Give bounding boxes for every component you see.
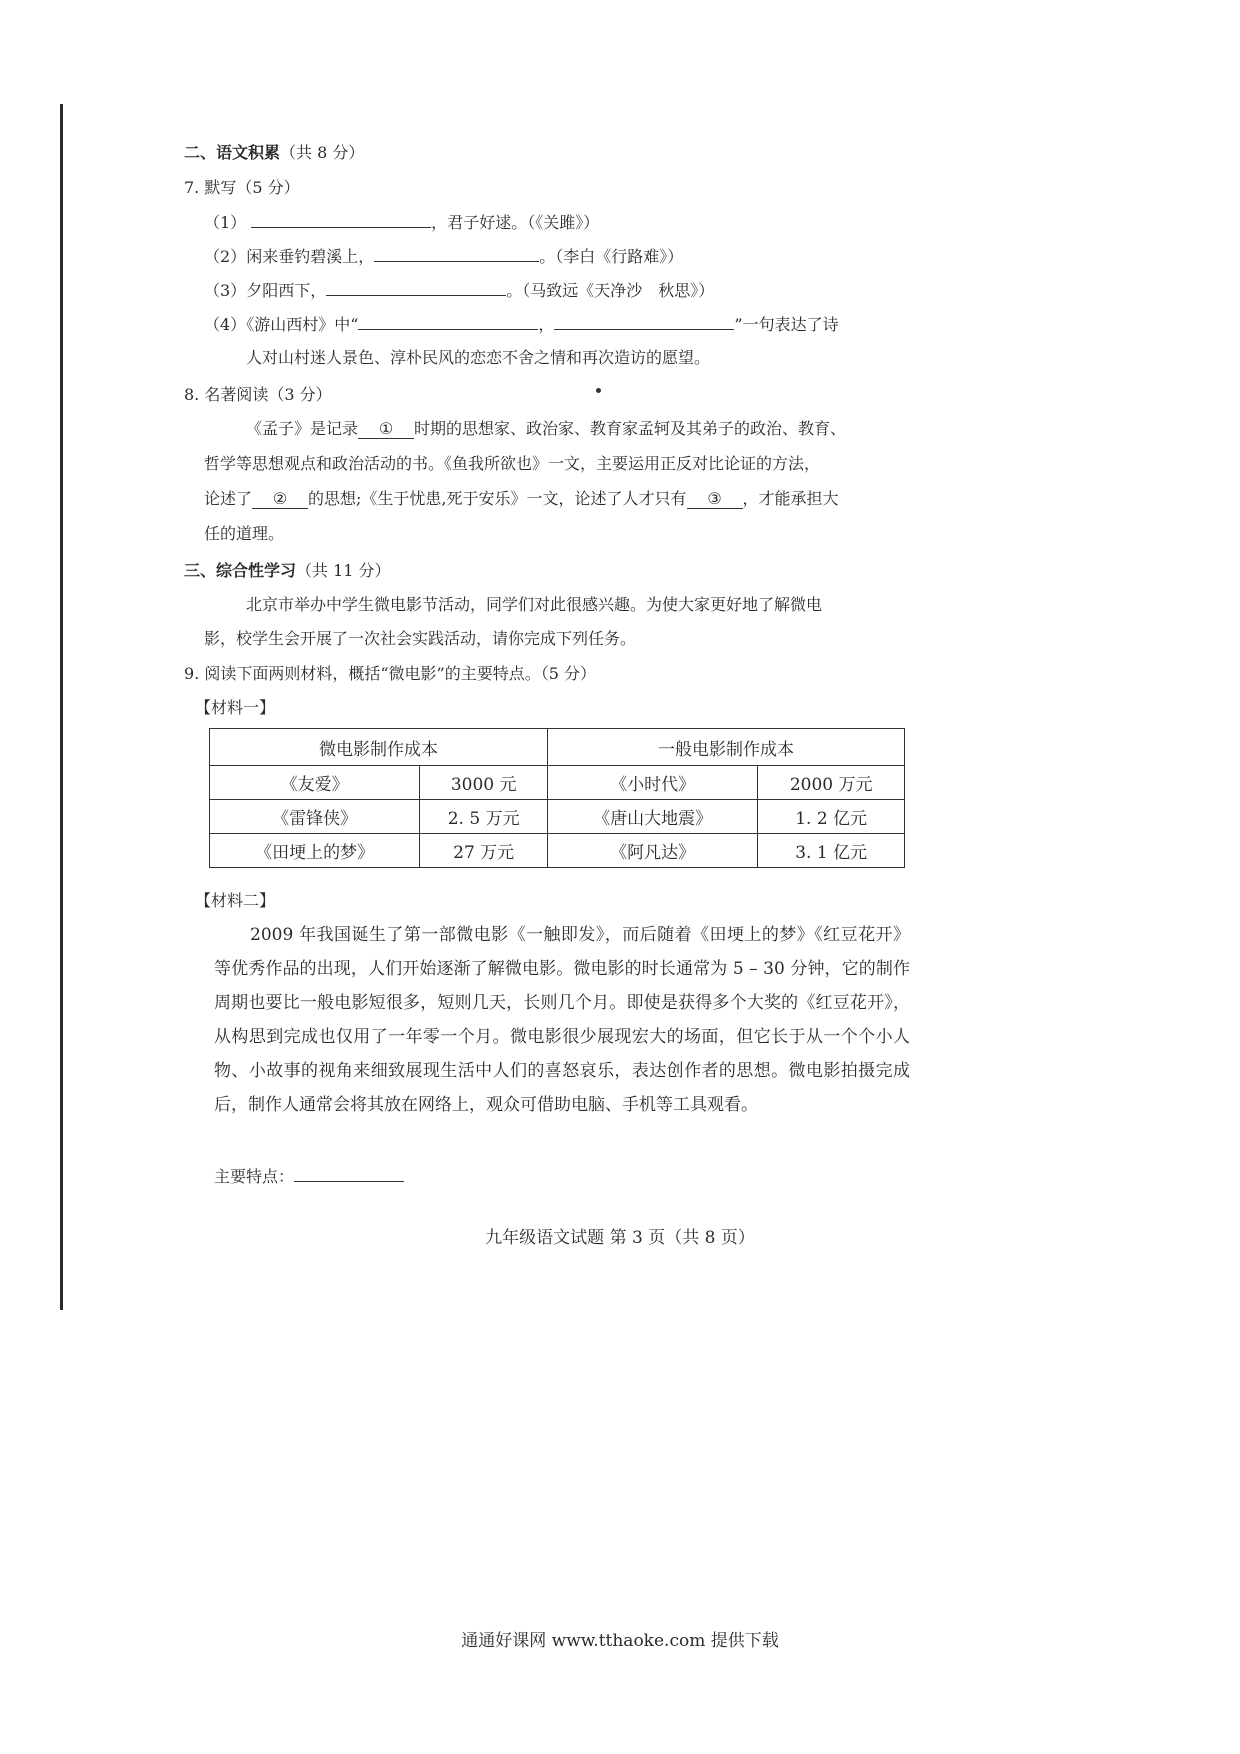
micro-film-title: 《友爱》 (210, 766, 420, 800)
section-3-intro-1: 北京市举办中学生微电影节活动，同学们对此很感兴趣。为使大家更好地了解微电 (246, 595, 823, 614)
regular-film-title: 《小时代》 (548, 766, 758, 800)
regular-film-title: 《阿凡达》 (548, 834, 758, 868)
regular-film-header: 一般电影制作成本 (548, 729, 905, 766)
q8-line-2: 哲学等思想观点和政治活动的书。《鱼我所欲也》一文，主要运用正反对比论证的方法， (204, 454, 821, 473)
q8-line-3: 论述了 ② 的思想;《生于忧患,死于安乐》一文，论述了人才只有 ③ ，才能承担大 (204, 489, 839, 508)
micro-film-cost: 2. 5 万元 (420, 800, 548, 834)
q7-item-4-continuation: 人对山村迷人景色、淳朴民风的恋恋不舍之情和再次造访的愿望。 (246, 348, 711, 367)
answer-blank-3[interactable]: ③ (687, 489, 743, 509)
table-row (210, 834, 905, 868)
download-note: 通通好课网 www.tthaoke.com 提供下载 (461, 1631, 779, 1651)
micro-film-header: 微电影制作成本 (210, 729, 548, 766)
scan-speck (596, 388, 601, 393)
answer-blank[interactable] (294, 1163, 404, 1182)
table-header-row (210, 729, 905, 766)
regular-film-cost: 3. 1 亿元 (758, 834, 905, 868)
material-2-text: 2009 年我国诞生了第一部微电影《一触即发》，而后随着《田埂上的梦》《红豆花开》等优秀作品的出现，人们开始逐渐了解微电影。微电影的时长通常为 5 – 30 分钟，它的制作周期也要比一般电影短很多，短则几天，长则几个月。即使是获得多个大奖的《红豆花开》，从构思到完成也仅用了一年零一个月。微电影很少展现宏大的场面，但它长于从一个个小人物、小故事的视角来细致展现生活中人们的喜怒哀乐，表达创作者的思想。微电影拍摄完成后，制作人通常会将其放在网络上，观众可借助电脑、手机等工具观看。 (214, 925, 910, 1115)
micro-film-cost: 27 万元 (420, 834, 548, 868)
q7-item-4: （4）《游山西村》中“ ， ”一句表达了诗 (204, 311, 839, 335)
q8-title: 8. 名著阅读（3 分） (184, 385, 332, 404)
q7-item-2: （2）闲来垂钓碧溪上， 。（李白《行路难》） (204, 243, 683, 267)
micro-film-title: 《田埂上的梦》 (210, 834, 420, 868)
section-3-heading: 三、综合性学习（共 11 分） (184, 561, 391, 580)
q7-item-1: （1） ，君子好逑。（《关雎》） (204, 209, 599, 233)
q8-line-1: 《孟子》是记录 ① 时期的思想家、政治家、教育家孟轲及其弟子的政治、教育、 (246, 419, 847, 438)
material-1-label: 【材料一】 (195, 698, 276, 717)
q7-title: 7. 默写（5 分） (184, 178, 300, 197)
page-footer: 九年级语文试题 第 3 页（共 8 页） (485, 1228, 755, 1248)
answer-blank[interactable] (358, 311, 538, 330)
regular-film-cost: 2000 万元 (758, 766, 905, 800)
answer-blank[interactable] (251, 209, 431, 228)
regular-film-title: 《唐山大地震》 (548, 800, 758, 834)
q8-line-4: 任的道理。 (204, 524, 285, 543)
table-row (210, 766, 905, 800)
micro-film-title: 《雷锋侠》 (210, 800, 420, 834)
q9-title: 9. 阅读下面两则材料，概括“微电影”的主要特点。（5 分） (184, 664, 596, 683)
table-row (210, 800, 905, 834)
micro-film-cost: 3000 元 (420, 766, 548, 800)
answer-blank[interactable] (554, 311, 734, 330)
answer-blank[interactable] (326, 277, 506, 296)
production-cost-table (209, 728, 905, 868)
answer-blank-2[interactable]: ② (252, 489, 308, 509)
answer-blank-1[interactable]: ① (358, 419, 414, 439)
material-2-label: 【材料二】 (195, 891, 276, 910)
regular-film-cost: 1. 2 亿元 (758, 800, 905, 834)
answer-line: 主要特点： (214, 1163, 404, 1187)
section-3-intro-2: 影，校学生会开展了一次社会实践活动，请你完成下列任务。 (204, 629, 637, 648)
left-margin-line (60, 104, 63, 1310)
q7-item-3: （3）夕阳西下， 。（马致远《天净沙 秋思》） (204, 277, 714, 301)
section-2-heading: 二、语文积累（共 8 分） (184, 143, 365, 162)
answer-blank[interactable] (374, 243, 539, 262)
